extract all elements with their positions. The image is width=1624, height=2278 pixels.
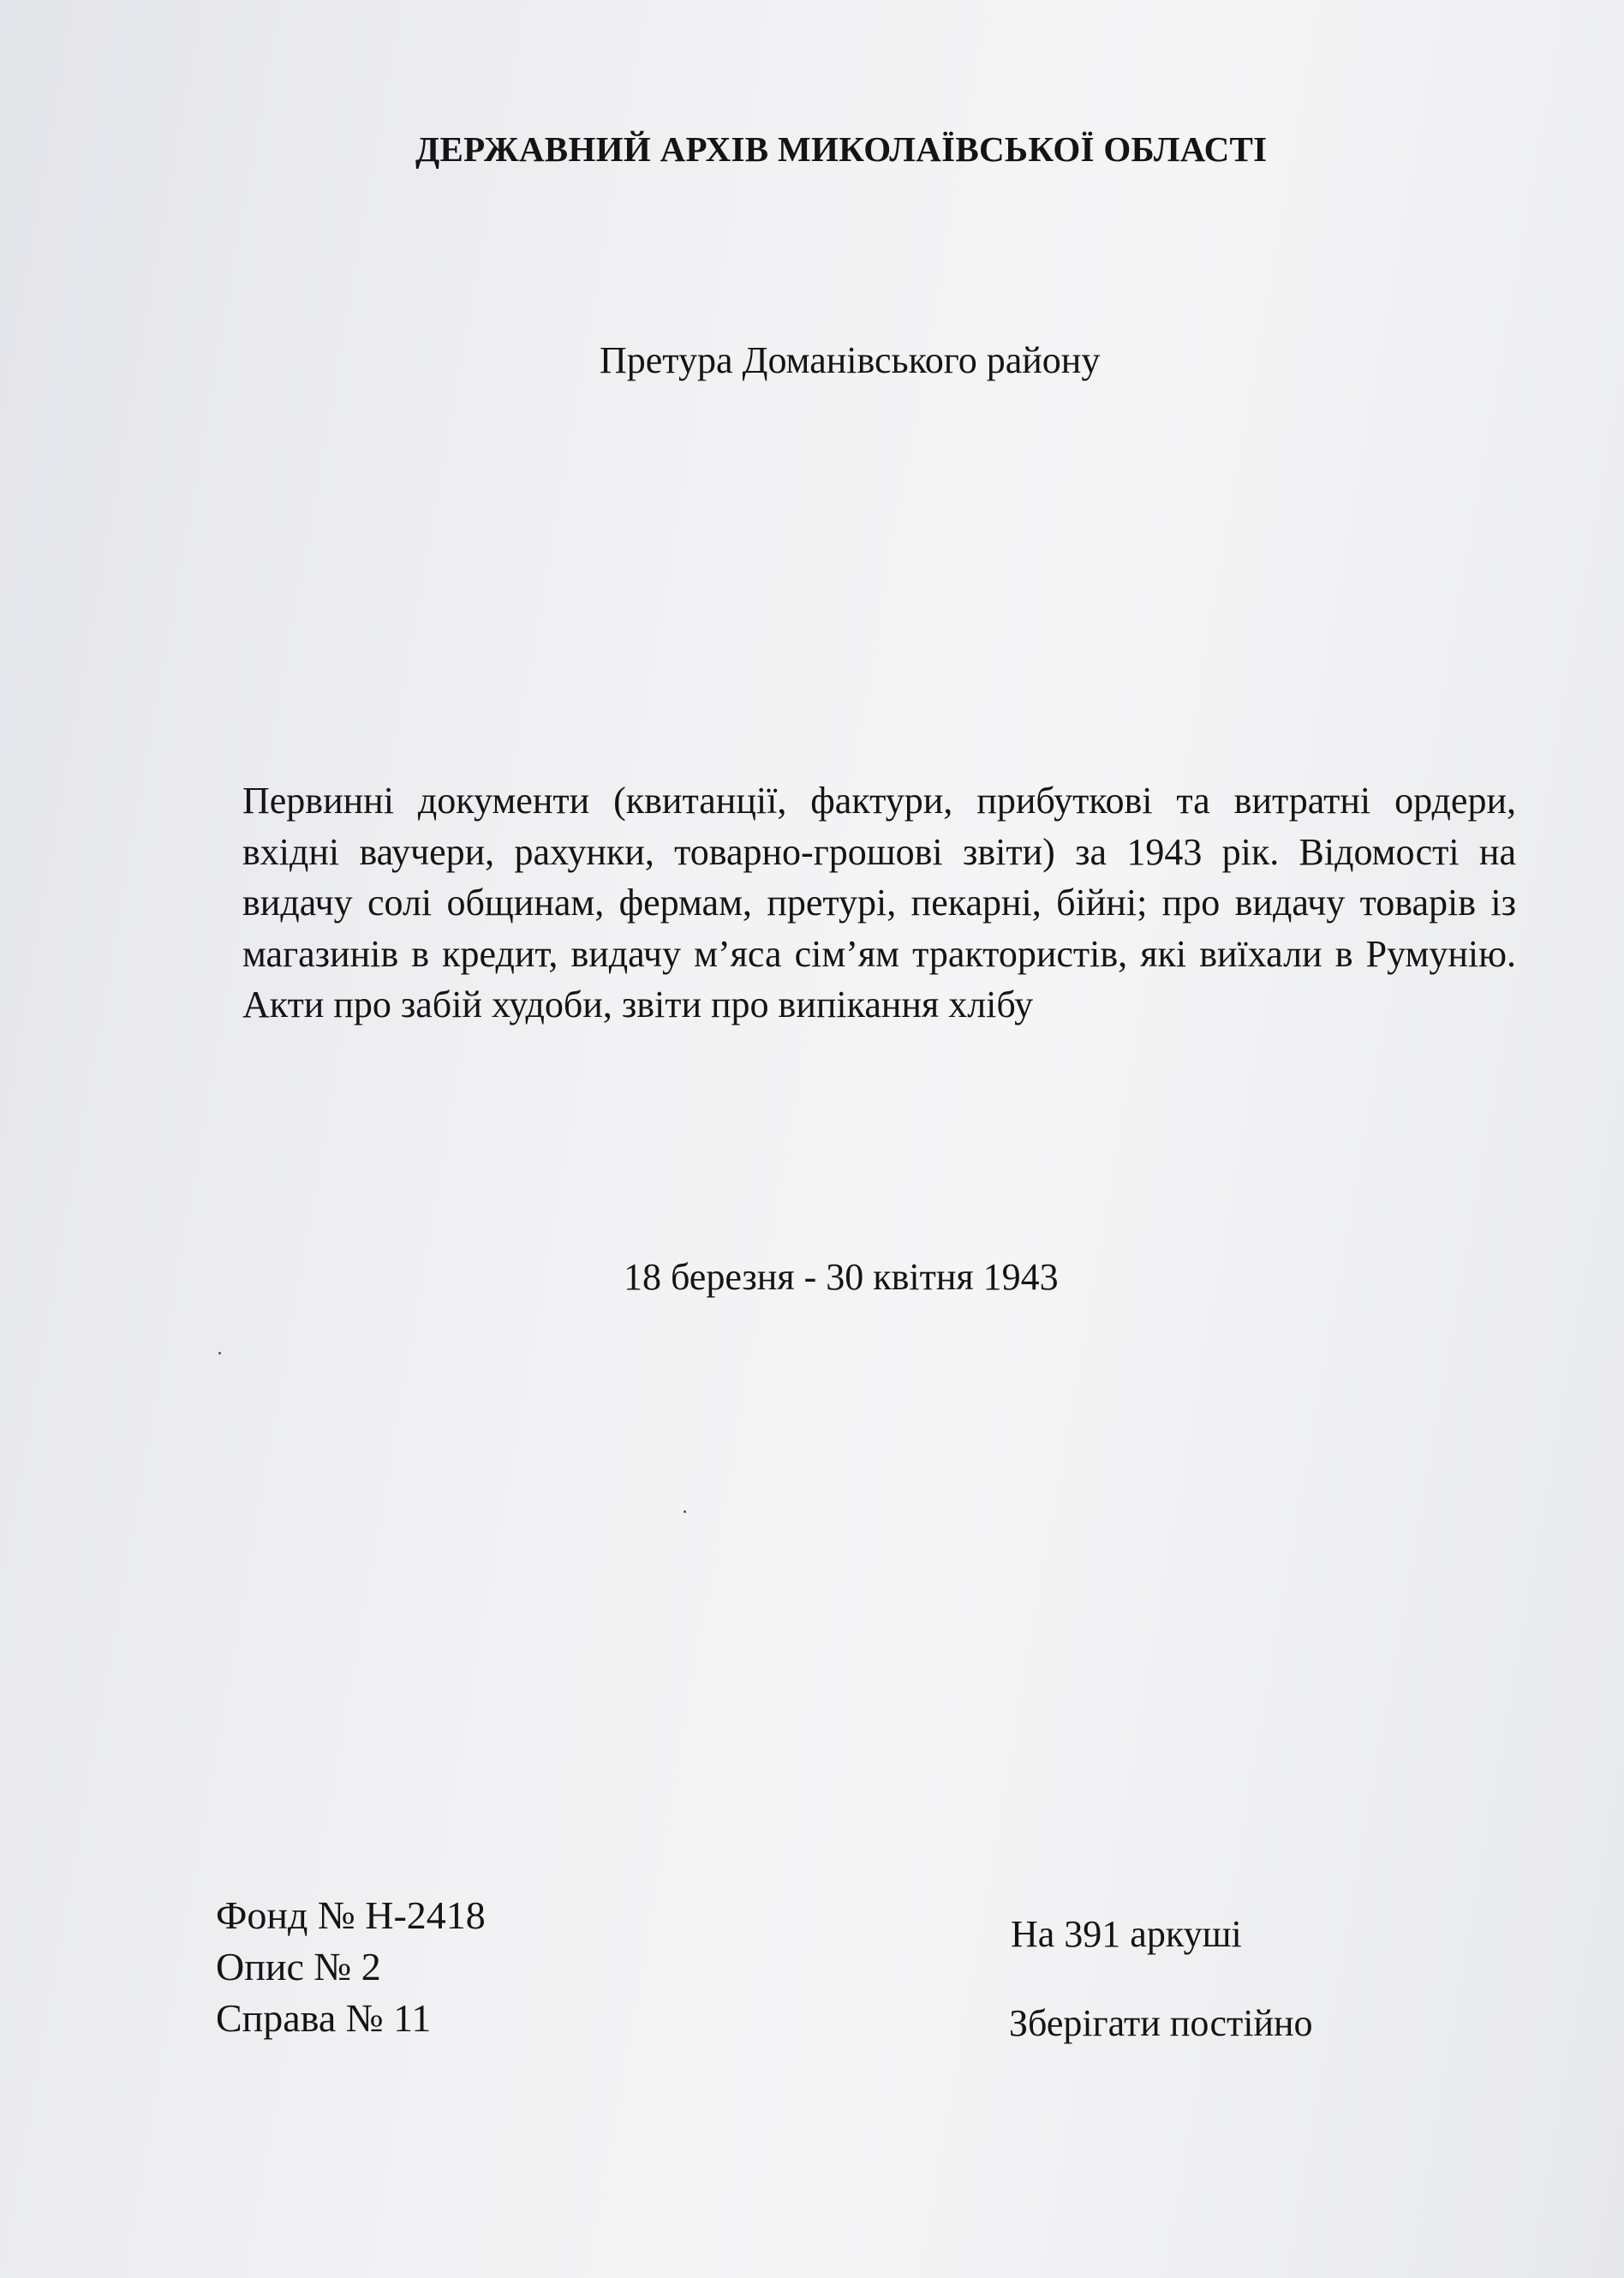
sheet-count: На 391 аркуші xyxy=(1011,1913,1242,1955)
archive-name-heading: ДЕРЖАВНИЙ АРХІВ МИКОЛАЇВСЬКОЇ ОБЛАСТІ xyxy=(415,129,1268,169)
archival-reference-block xyxy=(216,1890,486,2044)
fund-number: Фонд № Н-2418 xyxy=(216,1893,486,1937)
retention-period: Зберігати постійно xyxy=(1009,2002,1313,2044)
file-description: Первинні документи (квитанції, фактури, прибуткові та витратні ордери, вхідні ваучери, рахунки, товарно-грошові звіти) за 1943 рік. Відомості на видачу солі общинам, фермам, претурі, пекарні, бійні; про видачу товарів із магазинів в кредит, видачу м’яса сім’ям трактористів, які виїхали в Румунію. Акти про забій худоби, звіти про випікання хлібу xyxy=(242,780,1516,1025)
fund-creator-title: Претура Доманівського району xyxy=(600,339,1101,381)
file-number: Справа № 11 xyxy=(216,1996,432,2040)
paper-speck xyxy=(218,1352,221,1354)
inventory-number: Опис № 2 xyxy=(216,1945,381,1988)
date-range: 18 березня - 30 квітня 1943 xyxy=(624,1256,1059,1298)
paper-speck xyxy=(684,1510,686,1513)
